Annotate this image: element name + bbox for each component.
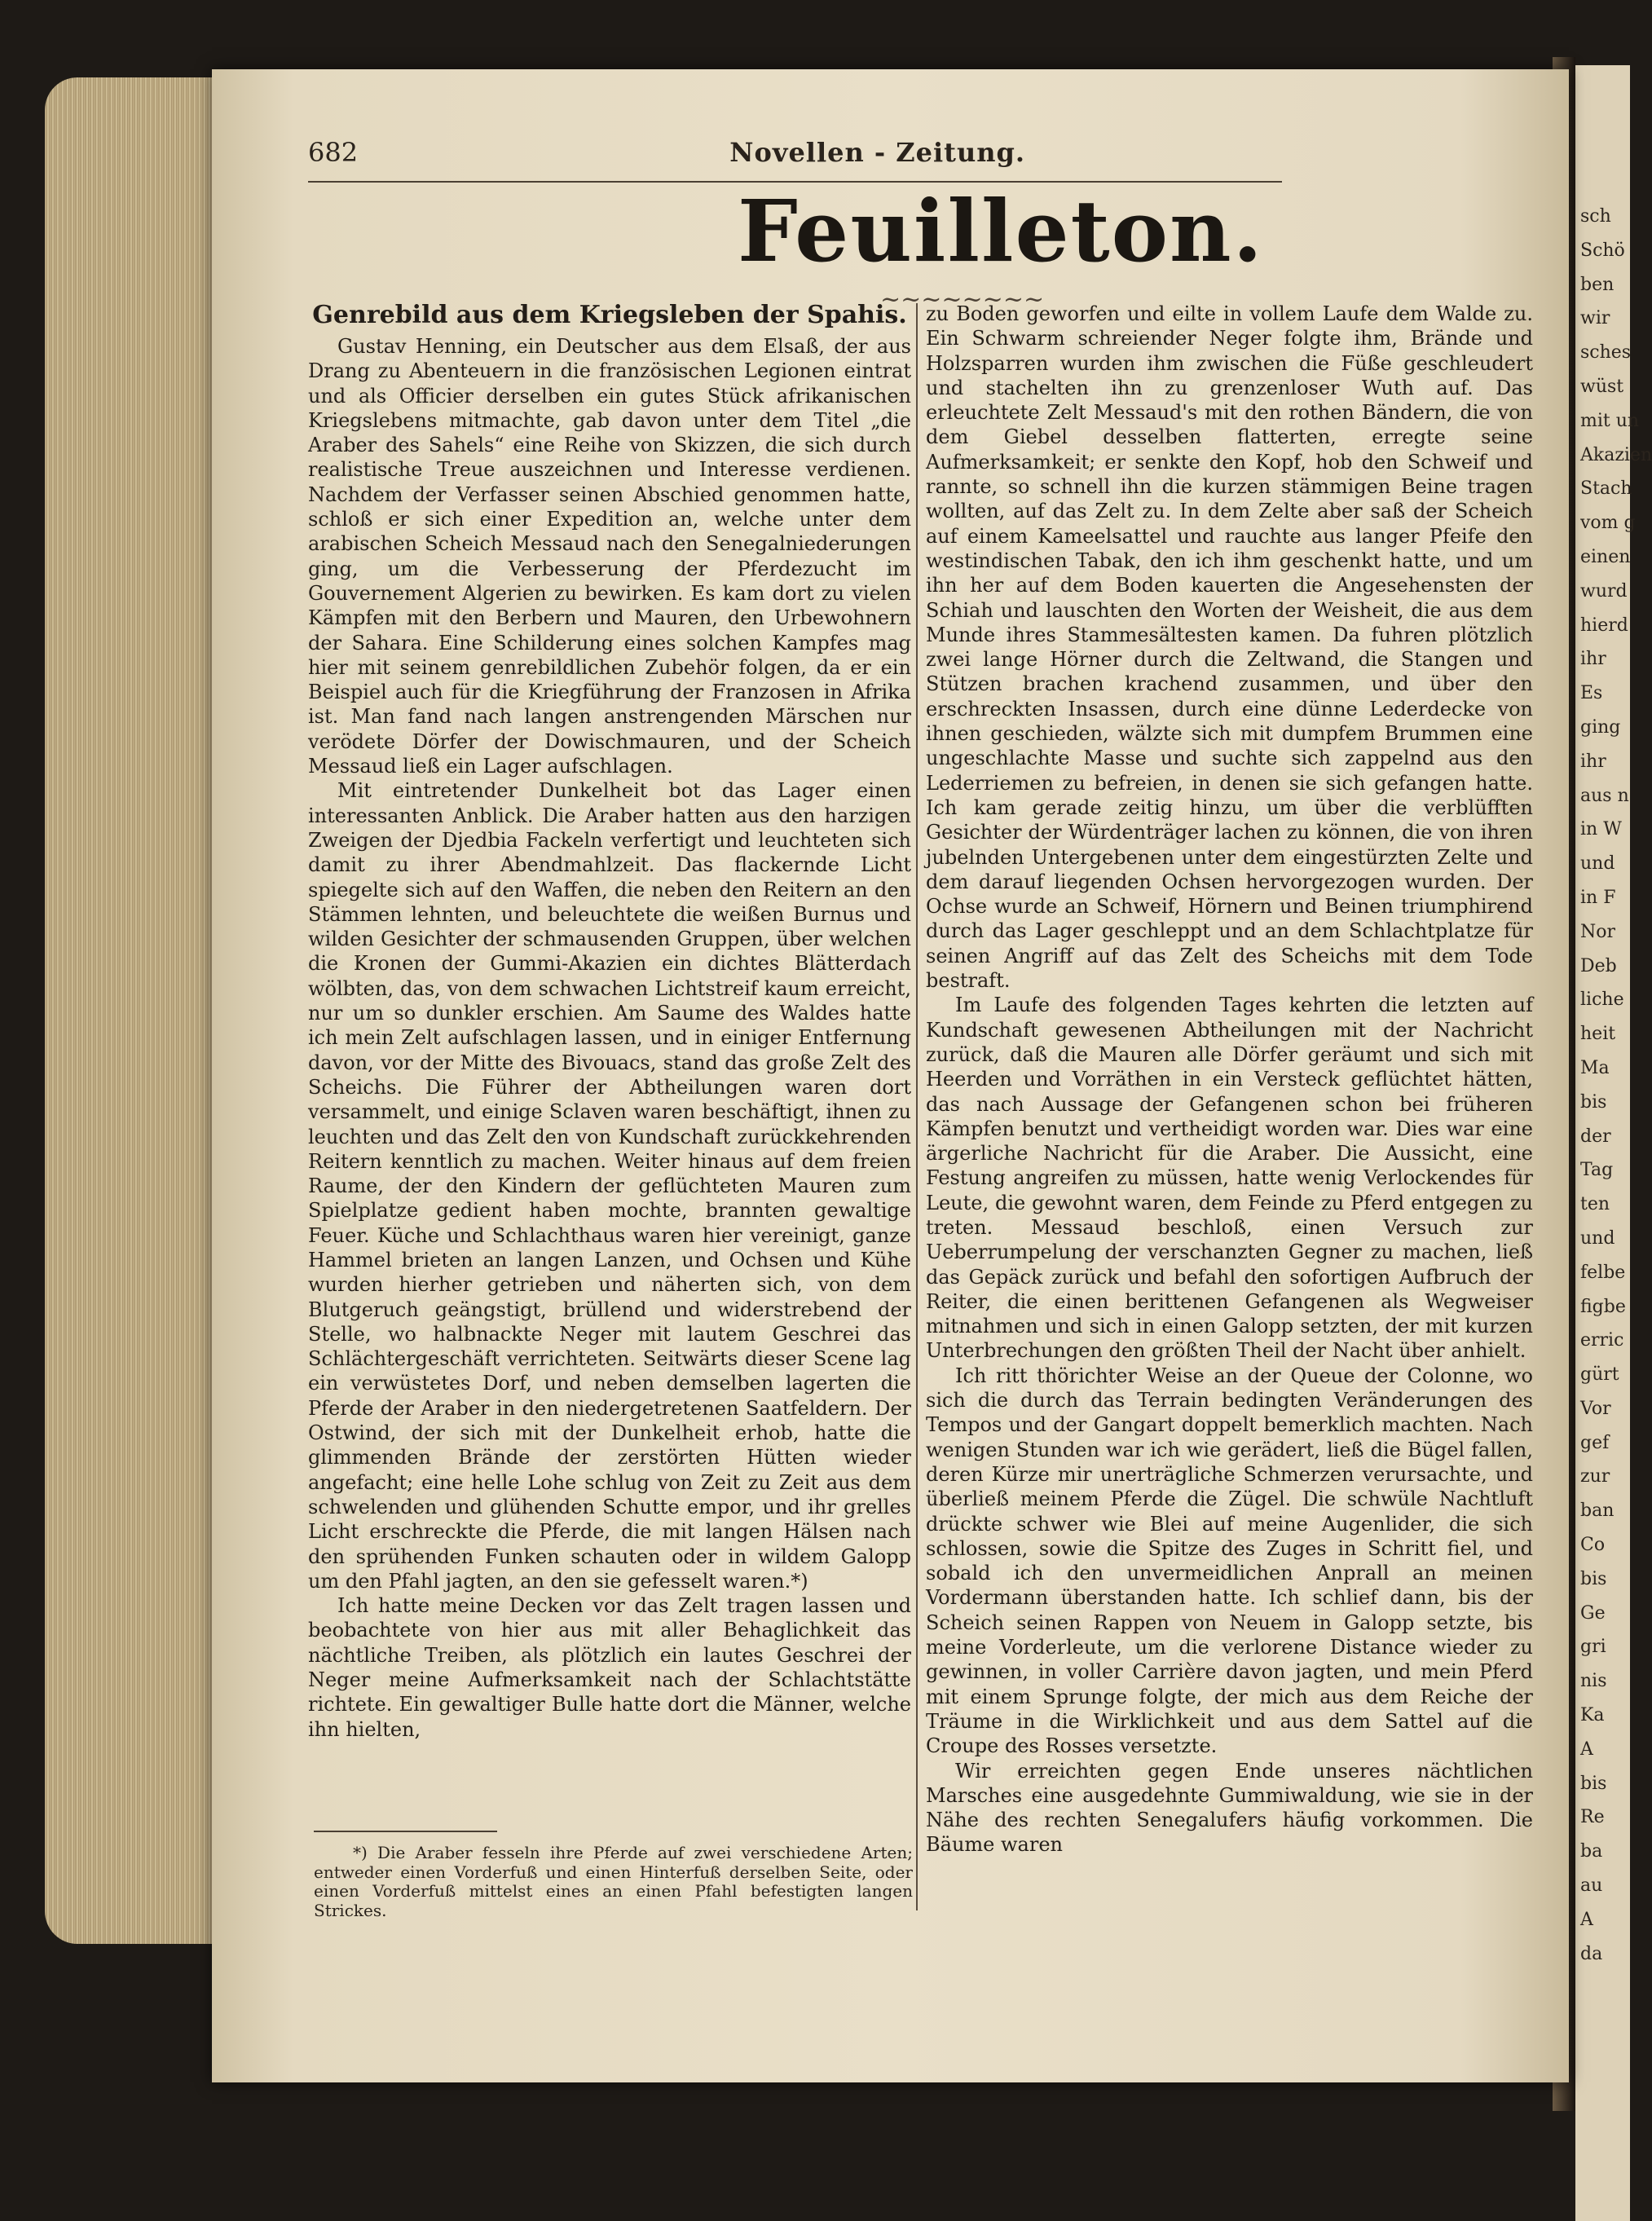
column-divider xyxy=(916,303,918,1910)
facing-page-text: und xyxy=(1580,1227,1615,1249)
facing-page-text: ten xyxy=(1580,1194,1610,1215)
facing-page-text: bis xyxy=(1580,1091,1607,1113)
facing-page-text: einen xyxy=(1580,546,1631,567)
right-column xyxy=(926,302,1533,1857)
facing-page-text: da xyxy=(1580,1943,1603,1964)
facing-page-text: Schö xyxy=(1580,240,1625,261)
facing-page-text: erric xyxy=(1580,1330,1624,1351)
section-title: Feuilleton. xyxy=(738,181,1264,281)
facing-page-text: und xyxy=(1580,853,1615,875)
facing-page-text: gef xyxy=(1580,1432,1610,1453)
facing-page-text: Vor xyxy=(1580,1398,1611,1419)
facing-page-text: A xyxy=(1580,1738,1593,1760)
facing-page-text: ben xyxy=(1580,274,1615,295)
facing-page-text: sch xyxy=(1580,206,1611,227)
footnote-rule xyxy=(314,1831,497,1832)
facing-page-text: Ge xyxy=(1580,1602,1606,1624)
facing-page-text: Re xyxy=(1580,1807,1605,1828)
facing-page-text: zur xyxy=(1580,1466,1610,1487)
facing-page-text: A xyxy=(1580,1909,1593,1930)
facing-page-text: wüst xyxy=(1580,376,1624,397)
facing-page-text: aus n xyxy=(1580,785,1629,806)
facing-page-text: Stach xyxy=(1580,478,1632,500)
facing-page-text: heit xyxy=(1580,1024,1616,1045)
facing-page-text: sches xyxy=(1580,342,1632,364)
page-number: 682 xyxy=(308,137,359,168)
facing-page-text: ihr xyxy=(1580,649,1606,670)
facing-page-text: Akazien xyxy=(1580,444,1652,465)
facing-page-fragment xyxy=(1575,65,1652,2221)
facing-page-text: ihr xyxy=(1580,751,1606,772)
article-title: Genrebild aus dem Kriegsleben der Spahis. xyxy=(312,301,907,329)
facing-page-text: Es xyxy=(1580,683,1603,704)
facing-page-text: ging xyxy=(1580,716,1621,738)
facing-page-text: figbe xyxy=(1580,1296,1626,1317)
facing-page-text: vom g xyxy=(1580,513,1636,534)
facing-page-text: wir xyxy=(1580,308,1610,329)
facing-page-text: felbe xyxy=(1580,1262,1626,1283)
facing-page-text: wurd xyxy=(1580,580,1628,602)
facing-page-text: Deb xyxy=(1580,955,1617,976)
facing-page-text: der xyxy=(1580,1126,1611,1147)
facing-page-text: Co xyxy=(1580,1535,1606,1556)
facing-page-text: au xyxy=(1580,1875,1603,1897)
facing-page-text: in W xyxy=(1580,819,1622,840)
paragraph: Ich ritt thörichter Weise an der Queue der Colonne, wo sich die durch das Terrain bedingten Veränderungen des Tempos und der Gangart doppelt bemerklich machten. Nach wenigen Stunden war ich wie gerädert, ließ die Bügel fallen, deren Kürze mir unerträgliche Schmerzen verursachte, und überließ meinem Pferde die Zügel. Die schwüle Nachtluft drückte schwer wie Blei auf meine Augenlider, die sich schlossen, sowie die Spitze des Zuges in Schritt fiel, und sobald ich den unvermeidlichen Anprall an meinen Vordermann überstanden hatte. Ich schlief dann, bis der Scheich seinen Rappen von Neuem in Galopp setzte, bis meine Vorderleute, um die verlorene Distance wieder zu gewinnen, in voller Carrière davon jagten, und mein Pferd mit einem Sprunge folgte, der mich aus dem Reiche der Träume in die Wirklichkeit und aus dem Sattel auf die Croupe des Rosses versetzte. xyxy=(926,1364,1533,1758)
facing-page-text: Ka xyxy=(1580,1705,1605,1726)
title-ornament: ~~~~~~~~ xyxy=(880,285,1045,314)
journal-title: Novellen - Zeitung. xyxy=(729,137,1025,168)
facing-page-text: ba xyxy=(1580,1841,1603,1862)
page-block-edge xyxy=(45,77,232,1944)
footnote xyxy=(314,1844,913,1920)
paragraph: zu Boden geworfen und eilte in vollem Laufe dem Walde zu. Ein Schwarm schreiender Neger folgte ihm, Brände und Holzsparren wurden ihm zwischen die Füße geschleudert und stachelten ihn zu grenzenloser Wuth auf. Das erleuchtete Zelt Messaud's mit den rothen Bändern, die von dem Giebel desselben flatterten, erregte seine Aufmerksamkeit; er senkte den Kopf, hob den Schweif und rannte, so schnell ihn die kurzen stämmigen Beine tragen wollten, auf das Zelt zu. In dem Zelte aber saß der Scheich auf einem Kameelsattel und rauchte aus langer Pfeife den westindischen Tabak, den ich ihm geschenkt hatte, und um ihn her auf dem Boden kauerten die Angesehensten der Schiah und lauschten den Worten der Weisheit, die aus dem Munde ihres Stammesältesten kamen. Da fuhren plötzlich zwei lange Hörner durch die Zeltwand, die Stangen und Stützen brachen krachend zusammen, und über den erschreckten Insassen, durch eine dünne Lederdecke von ihnen geschieden, wälzte sich mit dumpfem Brummen eine ungeschlachte Masse und suchte sich zappelnd aus den Lederriemen zu befreien, in denen sie sich gefangen hatte. Ich kam gerade zeitig hinzu, um über die verblüfften Gesichter der Würdenträger lachen zu können, die von ihren jubelnden Untergebenen unter dem eingestürzten Zelte und dem darauf liegenden Ochsen hervorgezogen wurden. Der Ochse wurde an Schweif, Hörnern und Beinen triumphirend durch das Lager geschleppt und an dem Schlachtplatze für seinen Angriff auf das Zelt des Scheichs mit dem Tode bestraft. xyxy=(926,302,1533,993)
facing-page-text: Ma xyxy=(1580,1057,1610,1078)
facing-page-text: Tag xyxy=(1580,1160,1614,1181)
paragraph: Gustav Henning, ein Deutscher aus dem Elsaß, der aus Drang zu Abenteuern in die französischen Legionen eintrat und als Officier derselben ein gutes Stück afrikanischen Kriegslebens mitmachte, gab davon unter dem Titel „die Araber des Sahels“ eine Reihe von Skizzen, die sich durch realistische Treue auszeichnen und Interesse verdienen. Nachdem der Verfasser seinen Abschied genommen hatte, schloß er sich einer Expedition an, welche unter dem arabischen Scheich Messaud nach den Senegalniederungen ging, um die Verbesserung der Pferdezucht im Gouvernement Algerien zu bewirken. Es kam dort zu vielen Kämpfen mit den Berbern und Mauren, den Urbewohnern der Sahara. Eine Schilderung eines solchen Kampfes mag hier mit seinem genrebildlichen Zubehör folgen, da er ein Beispiel auch für die Kriegführung der Franzosen in Afrika ist. Man fand nach langen anstrengenden Märschen nur verödete Dörfer der Dowischmauren, und der Scheich Messaud ließ ein Lager aufschlagen. xyxy=(308,335,911,778)
paragraph: Mit eintretender Dunkelheit bot das Lager einen interessanten Anblick. Die Araber hatten aus den harzigen Zweigen der Djedbia Fackeln verfertigt und leuchteten sich damit zu ihrer Abendmahlzeit. Das flackernde Licht spiegelte sich auf den Waffen, die neben den Reitern an den Stämmen lehnten, und beleuchtete die weißen Burnus und wilden Gesichter der schmausenden Gruppen, über welchen die Kronen der Gummi-Akazien ein dichtes Blätterdach wölbten, das, von dem schwachen Lichtstreif kaum erreicht, nur um so dunkler erschien. Am Saume des Waldes hatte ich mein Zelt aufschlagen lassen, und in einiger Entfernung davon, vor der Mitte des Bivouacs, stand das große Zelt des Scheichs. Die Führer der Abtheilungen waren dort versammelt, und einige Sclaven waren beschäftigt, ihnen zu leuchten und das Zelt den von Kundschaft zurückkehrenden Reitern kenntlich zu machen. Weiter hinaus auf dem freien Raume, der den Kindern der geflüchteten Mauren zum Spielplatze gedient haben mochte, brannten gewaltige Feuer. Küche und Schlachthaus waren hier vereinigt, ganze Hammel brieten an langen Lanzen, und Ochsen und Kühe wurden hierher getrieben und näherten sich, von dem Blutgeruch geängstigt, brüllend und widerstrebend der Stelle, wo halbnackte Neger mit lautem Geschrei das Schlächtergeschäft verrichteten. Seitwärts dieser Scene lag ein verwüstetes Dorf, und neben demselben lagerten die Pferde der Araber in den niedergetretenen Saatfeldern. Der Ostwind, der sich mit der Dunkelheit erhob, hatte die glimmenden Brände der zerstörten Hütten wieder angefacht; eine helle Lohe schlug von Zeit zu Zeit aus dem schwelenden und glühenden Schutte empor, und ihr grelles Licht erschreckte die Pferde, die mit langen Hälsen nach den sprühenden Funken schauten oder in wildem Galopp um den Pfahl jagten, an den sie gefesselt waren.*) xyxy=(308,779,911,1593)
facing-page-text: Nor xyxy=(1580,921,1616,942)
paragraph: Im Laufe des folgenden Tages kehrten die letzten auf Kundschaft gewesenen Abtheilungen mit der Nachricht zurück, daß die Mauren alle Dörfer geräumt und sich mit Heerden und Vorräthen in ein Versteck geflüchtet hätten, das nach Aussage der Gefangenen schon bei früheren Kämpfen benutzt und vertheidigt worden war. Dies war eine ärgerliche Nachricht für die Araber. Die Aussicht, eine Festung angreifen zu müssen, hatte wenig Verlockendes für Leute, die gewohnt waren, dem Feinde zu Pferd entgegen zu treten. Messaud beschloß, einen Versuch zur Ueberrumpelung der verschanzten Gegner zu machen, ließ das Gepäck zurück und befahl den sofortigen Aufbruch der Reiter, die einen berittenen Gefangenen als Wegweiser mitnahmen und sich in einen Galopp setzten, der mit kurzen Unterbrechungen den größten Theil der Nacht über anhielt. xyxy=(926,994,1533,1363)
facing-page-text: bis xyxy=(1580,1773,1607,1794)
footnote-text: *) Die Araber fesseln ihre Pferde auf zwei verschiedene Arten; entweder einen Vorderfuß und einen Hinterfuß derselben Seite, oder einen Vorderfuß mittelst eines an einen Pfahl befestigten langen Strickes. xyxy=(314,1843,913,1920)
paragraph: Ich hatte meine Decken vor das Zelt tragen lassen und beobachtete von hier aus mit aller Behaglichkeit das nächtliche Treiben, als plötzlich ein lautes Geschrei der Neger meine Aufmerksamkeit nach der Schlachtstätte richtete. Ein gewaltiger Bulle hatte dort die Männer, welche ihn hielten, xyxy=(308,1594,911,1741)
facing-page-text: hierd xyxy=(1580,615,1628,636)
facing-page-text: nis xyxy=(1580,1671,1607,1692)
page-header xyxy=(308,137,1025,178)
facing-page-text: ban xyxy=(1580,1500,1615,1522)
facing-page-text: gri xyxy=(1580,1637,1606,1658)
paragraph: Wir erreichten gegen Ende unseres nächtlichen Marsches eine ausgedehnte Gummiwaldung, wie sie in der Nähe des rechten Senegalufers häufig vorkommen. Die Bäume waren xyxy=(926,1759,1533,1857)
facing-page-text: liche xyxy=(1580,989,1624,1011)
facing-page-text: gürt xyxy=(1580,1364,1619,1386)
left-column xyxy=(308,302,911,1742)
facing-page-text: mit un xyxy=(1580,410,1640,431)
facing-page-text: bis xyxy=(1580,1568,1607,1589)
facing-page-text: in F xyxy=(1580,887,1616,908)
